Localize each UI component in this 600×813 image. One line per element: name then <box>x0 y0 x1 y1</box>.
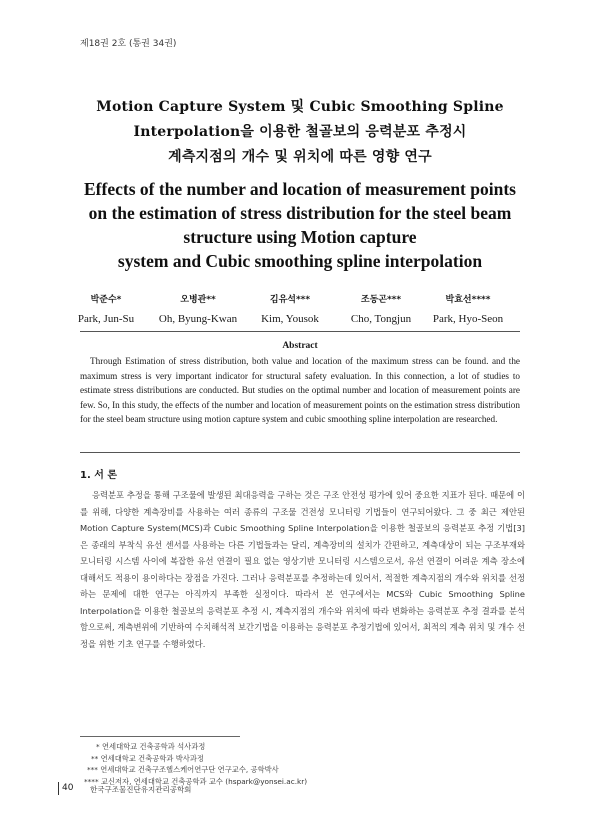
footer-bar <box>58 782 59 795</box>
footnote-divider <box>80 736 240 737</box>
footnote-2: ** 연세대학교 건축공학과 박사과정 <box>91 753 204 763</box>
divider-top <box>80 331 520 332</box>
abstract-heading: Abstract <box>282 341 318 351</box>
author-4 <box>331 292 431 325</box>
journal-name: 한국구조물진단유지관리공학회 <box>90 785 192 794</box>
author-1 <box>56 292 156 325</box>
abstract-text: Through Estimation of stress distribution, both value and location of the maximum stress can be found. and the maximum stress is very important indicator for structural safety evaluation. In this connection, a lot of studies to estimate stress distributions are conducted. But studies on the optimal number and location of measurement points are few. So, In this study, the effects of the number and location of measurement points on the estimation stress distribution for the steel beam structure using motion capture system and cubic smoothing spline interpolation are researched. <box>80 356 520 424</box>
author-name-en: Kim, Yousok <box>261 313 319 325</box>
english-title-line-3: structure using Motion capture <box>183 227 417 247</box>
author-2 <box>148 292 248 325</box>
author-name-ko: 오병관** <box>180 295 216 305</box>
author-name-ko: 김유석*** <box>269 295 311 305</box>
korean-title-line-1: Motion Capture System 및 Cubic Smoothing Spline <box>96 99 504 115</box>
author-5 <box>418 292 518 325</box>
author-name-en: Park, Jun-Su <box>77 313 135 325</box>
english-title-line-2: on the estimation of stress distribution for the steel beam <box>88 203 512 223</box>
page-number: 40 <box>62 783 74 793</box>
issue-header: 제18권 2호 (통권 34권) <box>80 39 177 49</box>
author-3 <box>240 292 340 325</box>
english-title-line-1: Effects of the number and location of measurement points <box>84 179 516 199</box>
section-body <box>80 487 525 652</box>
body-paragraph: 응력분포 추정을 통해 구조물에 발생된 최대응력을 구하는 것은 구조 안전성 평가에 있어 중요한 지표가 된다. 때문에 이를 위해, 다양한 계측장비를 사용하는 여러 종류의 구조물 건전성 모니터링 기법들이 연구되어왔다. 그 중 최근 제안된 Motion Capture System(MCS)과 Cubic Smoothing Spline Interpolation을 이용한 철골보의 응력분포 추정 기법[3]은 종래의 부착식 유선 센서를 사용하는 다른 기법들과는 달리, 계측장비의 설치가 간편하고, 계측대상이 되는 구조부재와 모니터링 시스템 사이에 복잡한 유선 연결이 필요 없는 영상기반 모니터링 시스템으로서, 유선 연결이 어려운 계측 장소에 대해서도 적용이 용이하다는 장점을 가진다. 그러나 응력분포를 추정하는데 있어서, 적절한 계측지점의 개수와 위치를 선정하는 문제에 대한 연구는 아직까지 부족한 실정이다. 따라서 본 연구에서는 MCS와 Cubic Smoothing Spline Interpolation을 이용한 철골보의 응력분포 추정 시, 계측지점의 개수와 위치에 따라 변화하는 응력분포 추정 결과를 분석함으로써, 계측변위에 기반하여 수치해석적 보간기법을 이용하는 응력분포 추정기법에 있어서, 최적의 계측 위치 및 개수 선정을 위한 기초 연구를 수행하였다. <box>80 490 525 649</box>
abstract-body <box>80 354 520 427</box>
section-heading: 1. 서 론 <box>80 470 118 481</box>
footnote-4: **** 교신저자, 연세대학교 건축공학과 교수 (hspark@yonsei.ac.kr) <box>84 776 308 786</box>
korean-title-line-2: Interpolation을 이용한 철골보의 응력분포 추정시 <box>133 124 467 140</box>
author-name-ko: 박효선**** <box>445 295 491 305</box>
author-name-ko: 박준수* <box>90 295 122 305</box>
author-name-ko: 조동곤*** <box>360 295 402 305</box>
author-name-en: Park, Hyo-Seon <box>432 313 504 325</box>
korean-title-line-3: 계측지점의 개수 및 위치에 따른 영향 연구 <box>168 149 432 165</box>
footnote-1: * 연세대학교 건축공학과 석사과정 <box>96 742 206 751</box>
footnote-3: *** 연세대학교 건축구조헬스케어연구단 연구교수, 공학박사 <box>87 765 279 774</box>
divider-bottom <box>80 452 520 453</box>
english-title-line-4: system and Cubic smoothing spline interpolation <box>117 251 483 271</box>
footnotes <box>84 741 307 787</box>
author-name-en: Cho, Tongjun <box>350 313 412 325</box>
author-name-en: Oh, Byung-Kwan <box>158 313 238 325</box>
